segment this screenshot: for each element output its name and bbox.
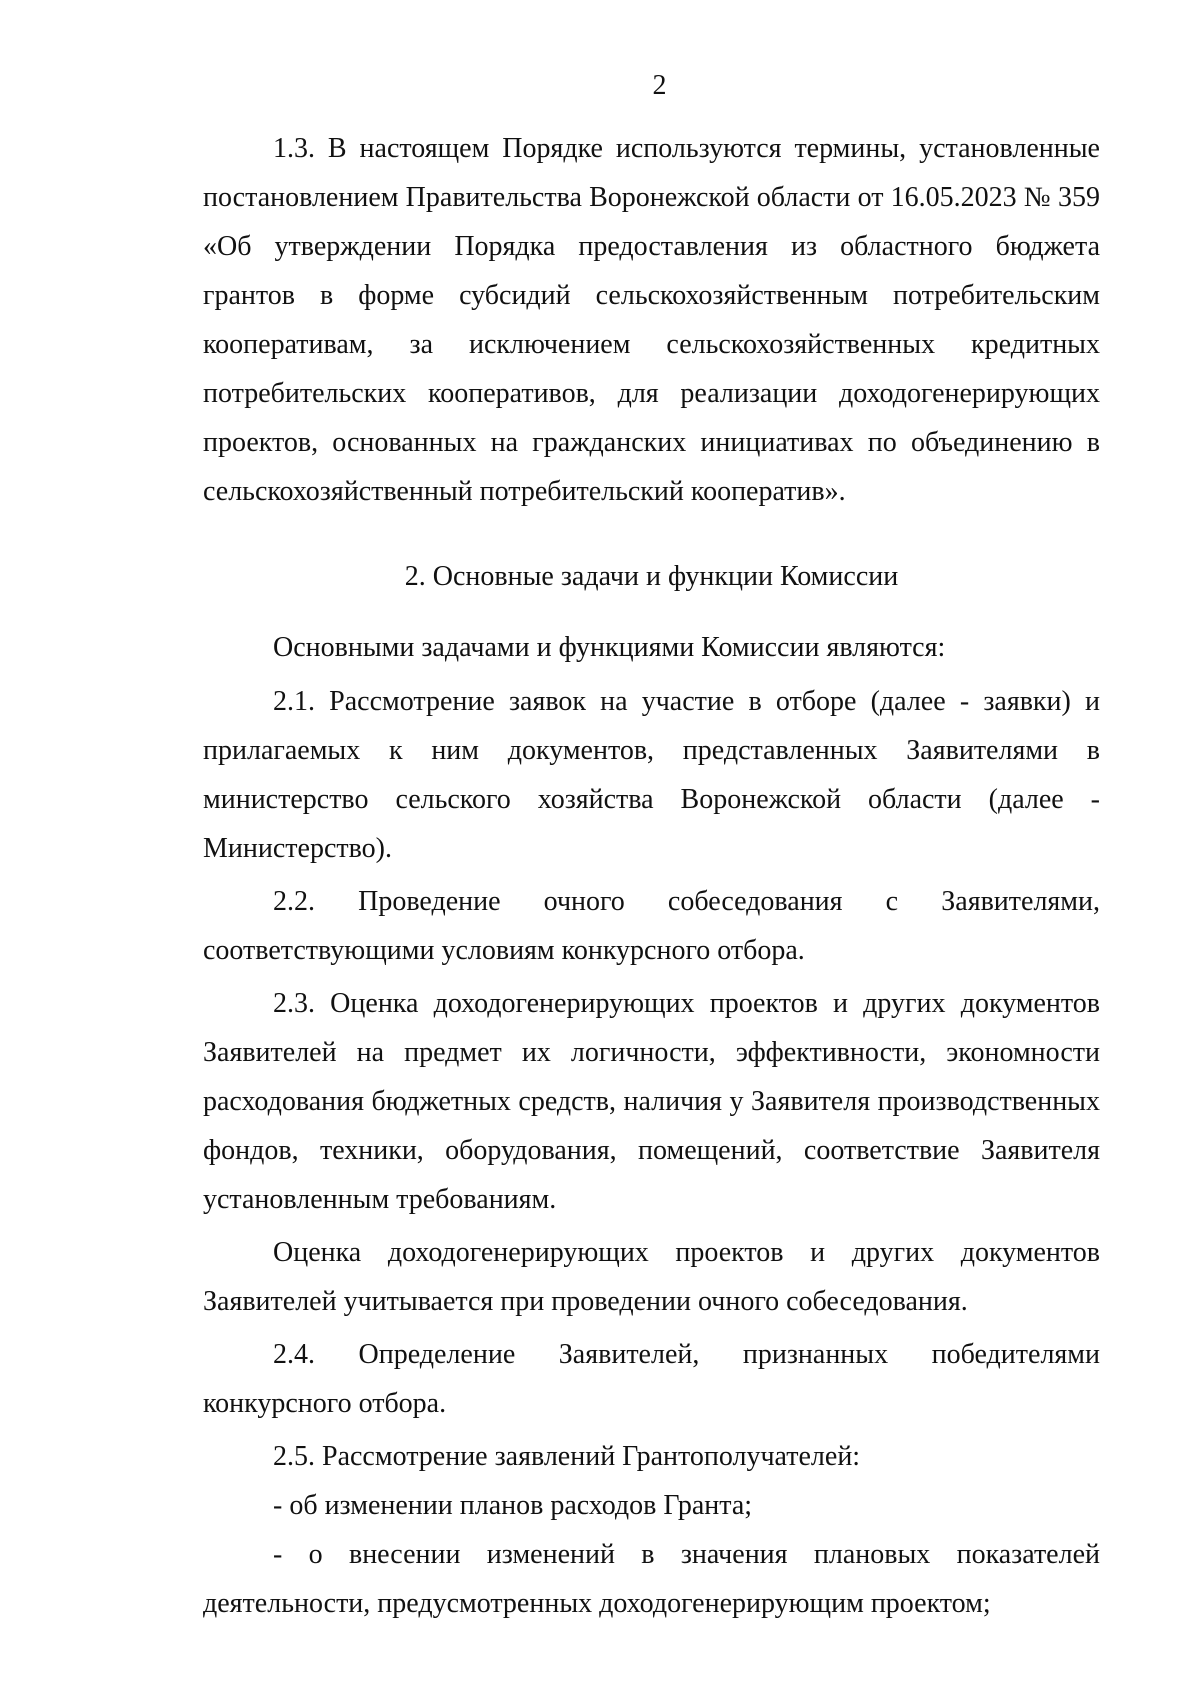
paragraph-intro: Основными задачами и функциями Комиссии являются: (273, 632, 946, 663)
paragraph-1-3: 1.3. В настоящем Порядке используются термины, установленные постановлением Правительства Воронежской области от 16.05.2023 № 359 «Об утверждении Порядка предоставления из областного бюджета грантов в форме субсидий сельскохозяйственным потребительским кооперативам, за исключением сельскохозяйственных кредитных потребительских кооперативов, для реализации доходогенерирующих проектов, основанных на гражданских инициативах по объединению в сельскохозяйственный потребительский кооператив». (203, 133, 1100, 507)
section-heading: 2. Основные задачи и функции Комиссии (404, 561, 899, 592)
paragraph-2-3: 2.3. Оценка доходогенерирующих проектов и других документов Заявителей на предмет их логичности, эффективности, экономности расходования бюджетных средств, наличия у Заявителя производственных фондов, техники, оборудования, помещений, соответствие Заявителя установленным требованиям. (203, 988, 1100, 1215)
list-item-indicator-changes: - о внесении изменений в значения плановых показателей деятельности, предусмотренных доходогенерирующим проектом; (203, 1539, 1100, 1619)
paragraph-2-4: 2.4. Определение Заявителей, признанных победителями конкурсного отбора. (203, 1339, 1100, 1419)
paragraph-2-3-note: Оценка доходогенерирующих проектов и других документов Заявителей учитывается при проведении очного собеседования. (203, 1237, 1100, 1317)
paragraph-2-5: 2.5. Рассмотрение заявлений Грантополучателей: (273, 1441, 861, 1472)
page-number: 2 (652, 70, 667, 101)
list-item-plan-changes: - об изменении планов расходов Гранта; (273, 1490, 753, 1521)
paragraph-2-2: 2.2. Проведение очного собеседования с Заявителями, соответствующими условиям конкурсного отбора. (203, 886, 1100, 966)
paragraph-2-1: 2.1. Рассмотрение заявок на участие в отборе (далее - заявки) и прилагаемых к ним документов, представленных Заявителями в министерство сельского хозяйства Воронежской области (далее - Министерство). (203, 686, 1100, 864)
